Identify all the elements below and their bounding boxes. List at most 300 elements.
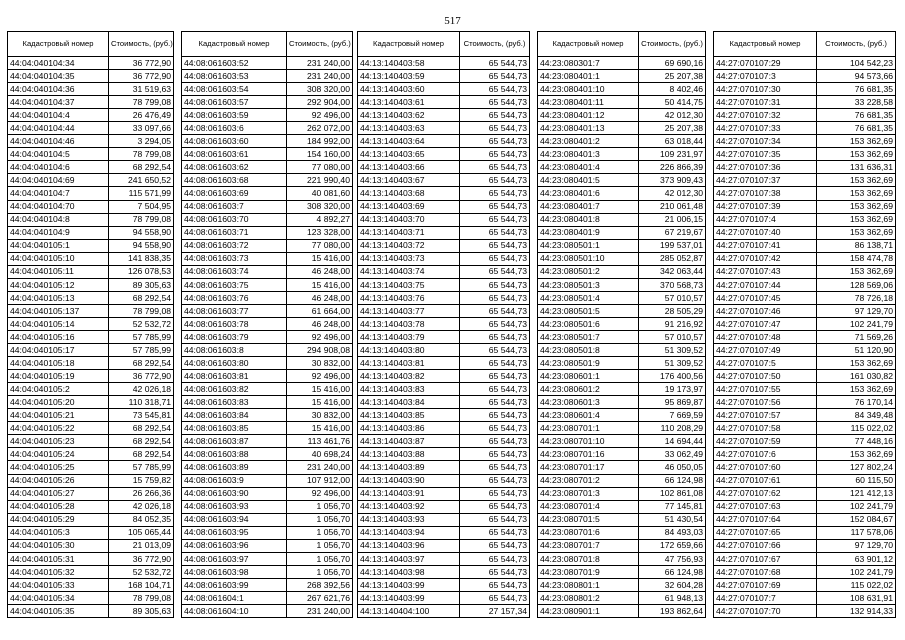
cadastral-number-cell: 44:08:061603:57 (182, 96, 287, 109)
cadastral-number-cell: 44:23:080401:13 (538, 122, 639, 135)
cadastral-number-cell: 44:13:140403:93 (358, 513, 460, 526)
header-cadastral-number: Кадастровый номер (714, 32, 817, 57)
cadastral-number-cell: 44:23:080401:12 (538, 109, 639, 122)
cadastral-number-cell: 44:04:040104:37 (8, 96, 109, 109)
cadastral-number-cell: 44:13:140403:91 (358, 487, 460, 500)
table-row (538, 526, 706, 539)
cadastral-number-cell: 44:04:040104:5 (8, 148, 109, 161)
table-row (714, 539, 896, 552)
table-row (8, 591, 174, 604)
table-row (358, 383, 530, 396)
table-row (182, 187, 353, 200)
table-row (8, 330, 174, 343)
cadastral-number-cell: 44:04:040105:33 (8, 578, 109, 591)
table-row (538, 70, 706, 83)
table-row (538, 174, 706, 187)
cost-cell: 7 669,59 (639, 409, 706, 422)
table-row (358, 370, 530, 383)
table-row (358, 161, 530, 174)
cadastral-number-cell: 44:13:140403:64 (358, 135, 460, 148)
cadastral-number-cell: 44:04:040105:20 (8, 396, 109, 409)
cost-cell: 33 097,66 (109, 122, 174, 135)
table-row (182, 278, 353, 291)
cost-cell: 92 496,00 (287, 370, 353, 383)
cost-cell: 78 799,08 (109, 96, 174, 109)
cadastral-number-cell: 44:08:061603:84 (182, 409, 287, 422)
cost-cell: 52 532,72 (109, 317, 174, 330)
cadastral-number-cell: 44:04:040104:35 (8, 70, 109, 83)
table-row (358, 96, 530, 109)
table-row (714, 213, 896, 226)
cost-cell: 78 799,08 (109, 213, 174, 226)
table-row (538, 565, 706, 578)
cost-cell: 25 207,38 (639, 122, 706, 135)
table-row (714, 96, 896, 109)
cadastral-number-cell: 44:04:040105:17 (8, 344, 109, 357)
table-row (714, 291, 896, 304)
table-row (182, 461, 353, 474)
cadastral-number-cell: 44:04:040105:23 (8, 435, 109, 448)
cadastral-number-cell: 44:08:061603:94 (182, 513, 287, 526)
cost-cell: 127 802,24 (817, 461, 896, 474)
cost-cell: 21 013,09 (109, 539, 174, 552)
cost-cell: 65 544,73 (460, 487, 530, 500)
cadastral-number-cell: 44:13:140403:86 (358, 422, 460, 435)
cost-cell: 46 248,00 (287, 291, 353, 304)
cadastral-number-cell: 44:04:040105:16 (8, 330, 109, 343)
cost-cell: 36 772,90 (109, 370, 174, 383)
cadastral-number-cell: 44:13:140403:97 (358, 552, 460, 565)
cadastral-number-cell: 44:13:140403:74 (358, 265, 460, 278)
cadastral-number-cell: 44:04:040105:13 (8, 291, 109, 304)
cadastral-number-cell: 44:13:140403:70 (358, 213, 460, 226)
cost-cell: 65 544,73 (460, 135, 530, 148)
cadastral-number-cell: 44:13:140403:63 (358, 122, 460, 135)
cadastral-number-cell: 44:23:080401:4 (538, 161, 639, 174)
table-row (182, 148, 353, 161)
cost-cell: 76 681,35 (817, 109, 896, 122)
cost-cell: 73 545,81 (109, 409, 174, 422)
table-row (538, 474, 706, 487)
cost-cell: 33 228,58 (817, 96, 896, 109)
cost-cell: 65 544,73 (460, 383, 530, 396)
table-row (182, 265, 353, 278)
cadastral-number-cell: 44:13:140403:66 (358, 161, 460, 174)
table-row (182, 513, 353, 526)
cadastral-number-cell: 44:04:040105:25 (8, 461, 109, 474)
cadastral-number-cell: 44:04:040105:29 (8, 513, 109, 526)
cost-cell: 221 990,40 (287, 174, 353, 187)
table-row (8, 344, 174, 357)
table-row (358, 70, 530, 83)
cost-cell: 65 544,73 (460, 291, 530, 304)
table-row (182, 161, 353, 174)
table-row (538, 96, 706, 109)
cadastral-number-cell: 44:04:040105:137 (8, 304, 109, 317)
cost-cell: 57 010,57 (639, 291, 706, 304)
table-header-row (538, 32, 706, 57)
table-row (714, 448, 896, 461)
table-row (182, 57, 353, 70)
cadastral-number-cell: 44:04:040105:22 (8, 422, 109, 435)
cost-cell: 231 240,00 (287, 461, 353, 474)
cost-cell: 153 362,69 (817, 148, 896, 161)
cadastral-number-cell: 44:23:080701:5 (538, 513, 639, 526)
cost-cell: 65 544,73 (460, 57, 530, 70)
cost-cell: 65 544,73 (460, 448, 530, 461)
cost-cell: 57 785,99 (109, 344, 174, 357)
table-row (358, 174, 530, 187)
table-row (8, 461, 174, 474)
table-row (538, 83, 706, 96)
cadastral-number-cell: 44:08:061603:70 (182, 213, 287, 226)
table-row (358, 435, 530, 448)
table-row (182, 422, 353, 435)
cadastral-number-cell: 44:04:040105:34 (8, 591, 109, 604)
table-row (714, 604, 896, 617)
cadastral-number-cell: 44:27:070107:45 (714, 291, 817, 304)
table-row (714, 513, 896, 526)
table-row (538, 148, 706, 161)
cost-cell: 66 124,98 (639, 474, 706, 487)
cost-cell: 141 838,35 (109, 252, 174, 265)
cost-cell: 65 544,73 (460, 461, 530, 474)
cadastral-number-cell: 44:08:061603:6 (182, 122, 287, 135)
cadastral-table-2 (181, 31, 353, 618)
table-row (714, 226, 896, 239)
cadastral-number-cell: 44:13:140403:72 (358, 239, 460, 252)
table-row (358, 422, 530, 435)
cost-cell: 121 412,13 (817, 487, 896, 500)
cadastral-number-cell: 44:13:140403:77 (358, 304, 460, 317)
cost-cell: 1 056,70 (287, 500, 353, 513)
cadastral-number-cell: 44:04:040104:44 (8, 122, 109, 135)
cadastral-number-cell: 44:23:080501:1 (538, 239, 639, 252)
table-row (538, 604, 706, 617)
cadastral-number-cell: 44:13:140403:76 (358, 291, 460, 304)
table-row (8, 148, 174, 161)
cost-cell: 65 544,73 (460, 304, 530, 317)
cost-cell: 46 248,00 (287, 317, 353, 330)
header-cost: Стоимость, (руб.) (460, 32, 530, 57)
cadastral-number-cell: 44:13:140403:67 (358, 174, 460, 187)
cadastral-number-cell: 44:27:070107:5 (714, 357, 817, 370)
cost-cell: 102 861,08 (639, 487, 706, 500)
cadastral-number-cell: 44:08:061603:93 (182, 500, 287, 513)
table-row (182, 291, 353, 304)
cost-cell: 65 544,73 (460, 213, 530, 226)
cadastral-number-cell: 44:08:061603:9 (182, 474, 287, 487)
cost-cell: 153 362,69 (817, 213, 896, 226)
cost-cell: 91 216,92 (639, 317, 706, 330)
table-row (538, 252, 706, 265)
cost-cell: 68 292,54 (109, 422, 174, 435)
cost-cell: 294 908,08 (287, 344, 353, 357)
table-row (358, 396, 530, 409)
cost-cell: 65 544,73 (460, 357, 530, 370)
cadastral-number-cell: 44:04:040104:69 (8, 174, 109, 187)
cadastral-number-cell: 44:13:140403:90 (358, 474, 460, 487)
table-row (358, 278, 530, 291)
cadastral-number-cell: 44:27:070107:65 (714, 526, 817, 539)
table-row (8, 239, 174, 252)
cost-cell: 152 084,67 (817, 513, 896, 526)
cadastral-number-cell: 44:27:070107:4 (714, 213, 817, 226)
cadastral-number-cell: 44:23:080601:4 (538, 409, 639, 422)
table-row (538, 278, 706, 291)
table-row (8, 174, 174, 187)
cadastral-number-cell: 44:23:080401:1 (538, 70, 639, 83)
cadastral-number-cell: 44:08:061603:71 (182, 226, 287, 239)
cost-cell: 241 650,52 (109, 174, 174, 187)
cost-cell: 77 448,16 (817, 435, 896, 448)
table-row (182, 200, 353, 213)
cost-cell: 308 320,00 (287, 200, 353, 213)
cost-cell: 51 309,52 (639, 357, 706, 370)
table-row (8, 409, 174, 422)
cadastral-number-cell: 44:13:140403:79 (358, 330, 460, 343)
table-row (714, 187, 896, 200)
cost-cell: 1 056,70 (287, 513, 353, 526)
cost-cell: 68 292,54 (109, 291, 174, 304)
cost-cell: 61 664,00 (287, 304, 353, 317)
cadastral-number-cell: 44:08:061603:8 (182, 344, 287, 357)
cadastral-table-5 (713, 31, 896, 618)
cadastral-number-cell: 44:13:140403:62 (358, 109, 460, 122)
cost-cell: 60 115,50 (817, 474, 896, 487)
cadastral-number-cell: 44:23:080401:3 (538, 148, 639, 161)
cadastral-number-cell: 44:08:061603:59 (182, 109, 287, 122)
cost-cell: 94 558,90 (109, 239, 174, 252)
table-row (8, 135, 174, 148)
cadastral-number-cell: 44:08:061603:68 (182, 174, 287, 187)
cost-cell: 57 785,99 (109, 330, 174, 343)
cadastral-number-cell: 44:04:040105:30 (8, 539, 109, 552)
table-row (8, 70, 174, 83)
cost-cell: 65 544,73 (460, 265, 530, 278)
cadastral-number-cell: 44:23:080901:1 (538, 604, 639, 617)
table-row (714, 148, 896, 161)
table-row (358, 552, 530, 565)
cadastral-number-cell: 44:08:061603:79 (182, 330, 287, 343)
cost-cell: 104 542,23 (817, 57, 896, 70)
cadastral-number-cell: 44:23:080701:1 (538, 422, 639, 435)
cost-cell: 42 026,18 (109, 500, 174, 513)
cadastral-number-cell: 44:27:070107:61 (714, 474, 817, 487)
cost-cell: 102 241,79 (817, 317, 896, 330)
cadastral-number-cell: 44:13:140403:88 (358, 448, 460, 461)
cost-cell: 78 799,08 (109, 304, 174, 317)
cadastral-number-cell: 44:13:140403:60 (358, 83, 460, 96)
table-row (714, 422, 896, 435)
table-row (8, 122, 174, 135)
table-row (358, 57, 530, 70)
cost-cell: 153 362,69 (817, 135, 896, 148)
table-row (358, 487, 530, 500)
table-row (538, 552, 706, 565)
table-row (538, 161, 706, 174)
cadastral-number-cell: 44:27:070107:48 (714, 330, 817, 343)
cadastral-number-cell: 44:13:140403:68 (358, 187, 460, 200)
table-row (358, 526, 530, 539)
table-row (8, 109, 174, 122)
table-row (182, 578, 353, 591)
cadastral-number-cell: 44:08:061603:76 (182, 291, 287, 304)
table-row (538, 448, 706, 461)
cost-cell: 47 756,93 (639, 552, 706, 565)
cost-cell: 78 799,08 (109, 591, 174, 604)
cadastral-number-cell: 44:04:040105:14 (8, 317, 109, 330)
table-row (358, 109, 530, 122)
table-row (358, 148, 530, 161)
cost-cell: 46 050,05 (639, 461, 706, 474)
cost-cell: 123 328,00 (287, 226, 353, 239)
cadastral-number-cell: 44:13:140403:71 (358, 226, 460, 239)
table-row (8, 435, 174, 448)
cadastral-number-cell: 44:13:140403:73 (358, 252, 460, 265)
cost-cell: 28 505,29 (639, 304, 706, 317)
table-row (182, 70, 353, 83)
table-row (538, 109, 706, 122)
header-cost: Стоимость, (руб.) (639, 32, 706, 57)
cost-cell: 176 400,56 (639, 370, 706, 383)
cost-cell: 52 532,72 (109, 565, 174, 578)
table-row (8, 539, 174, 552)
cost-cell: 132 914,33 (817, 604, 896, 617)
table-row (358, 291, 530, 304)
table-row (714, 565, 896, 578)
cost-cell: 15 759,82 (109, 474, 174, 487)
table-row (358, 200, 530, 213)
cost-cell: 102 241,79 (817, 565, 896, 578)
cadastral-number-cell: 44:13:140403:80 (358, 344, 460, 357)
table-row (182, 383, 353, 396)
cost-cell: 65 544,73 (460, 239, 530, 252)
cost-cell: 21 006,15 (639, 213, 706, 226)
cadastral-number-cell: 44:27:070107:66 (714, 539, 817, 552)
cadastral-number-cell: 44:04:040105:3 (8, 526, 109, 539)
cost-cell: 115 022,02 (817, 578, 896, 591)
cost-cell: 65 544,73 (460, 174, 530, 187)
cost-cell: 32 604,28 (639, 578, 706, 591)
header-cadastral-number: Кадастровый номер (538, 32, 639, 57)
table-row (538, 239, 706, 252)
table-row (182, 565, 353, 578)
table-row (8, 96, 174, 109)
cadastral-number-cell: 44:23:080701:7 (538, 539, 639, 552)
cadastral-number-cell: 44:08:061603:78 (182, 317, 287, 330)
table-header-row (714, 32, 896, 57)
table-row (358, 474, 530, 487)
table-row (182, 370, 353, 383)
cost-cell: 78 799,08 (109, 148, 174, 161)
table-row (358, 252, 530, 265)
cadastral-number-cell: 44:13:140403:98 (358, 565, 460, 578)
table-row (8, 526, 174, 539)
table-row (8, 578, 174, 591)
cost-cell: 65 544,73 (460, 148, 530, 161)
table-row (182, 344, 353, 357)
cost-cell: 65 544,73 (460, 591, 530, 604)
cost-cell: 65 544,73 (460, 500, 530, 513)
cadastral-number-cell: 44:04:040104:6 (8, 161, 109, 174)
cost-cell: 226 866,39 (639, 161, 706, 174)
cost-cell: 36 772,90 (109, 552, 174, 565)
cadastral-number-cell: 44:04:040105:10 (8, 252, 109, 265)
cost-cell: 153 362,69 (817, 357, 896, 370)
table-row (538, 435, 706, 448)
cadastral-number-cell: 44:23:080701:3 (538, 487, 639, 500)
cadastral-number-cell: 44:27:070107:44 (714, 278, 817, 291)
table-row (8, 83, 174, 96)
table-row (714, 409, 896, 422)
table-row (182, 304, 353, 317)
cost-cell: 158 474,78 (817, 252, 896, 265)
table-row (358, 539, 530, 552)
header-cost: Стоимость, (руб.) (287, 32, 353, 57)
cadastral-number-cell: 44:04:040105:21 (8, 409, 109, 422)
table-row (358, 187, 530, 200)
table-row (358, 604, 530, 617)
cadastral-number-cell: 44:08:061603:99 (182, 578, 287, 591)
cadastral-number-cell: 44:23:080401:10 (538, 83, 639, 96)
table-row (714, 357, 896, 370)
cadastral-number-cell: 44:27:070107:70 (714, 604, 817, 617)
cost-cell: 370 568,73 (639, 278, 706, 291)
table-row (8, 278, 174, 291)
cadastral-number-cell: 44:27:070107:7 (714, 591, 817, 604)
cadastral-number-cell: 44:13:140403:61 (358, 96, 460, 109)
cost-cell: 42 012,30 (639, 109, 706, 122)
cost-cell: 1 056,70 (287, 539, 353, 552)
table-row (182, 487, 353, 500)
cadastral-number-cell: 44:23:080501:10 (538, 252, 639, 265)
table-row (538, 591, 706, 604)
table-row (8, 357, 174, 370)
cost-cell: 51 430,54 (639, 513, 706, 526)
table-row (182, 591, 353, 604)
table-row (182, 213, 353, 226)
table-row (714, 435, 896, 448)
cadastral-number-cell: 44:27:070107:58 (714, 422, 817, 435)
cost-cell: 231 240,00 (287, 604, 353, 617)
cost-cell: 65 544,73 (460, 409, 530, 422)
cost-cell: 285 052,87 (639, 252, 706, 265)
table-row (358, 135, 530, 148)
cost-cell: 65 544,73 (460, 513, 530, 526)
cost-cell: 128 569,06 (817, 278, 896, 291)
table-row (538, 226, 706, 239)
cadastral-number-cell: 44:23:080501:2 (538, 265, 639, 278)
cadastral-number-cell: 44:23:080401:9 (538, 226, 639, 239)
cost-cell: 94 573,66 (817, 70, 896, 83)
table-row (8, 57, 174, 70)
cadastral-number-cell: 44:13:140403:83 (358, 383, 460, 396)
cadastral-number-cell: 44:08:061603:60 (182, 135, 287, 148)
cost-cell: 69 690,16 (639, 57, 706, 70)
table-row (8, 252, 174, 265)
cost-cell: 63 018,44 (639, 135, 706, 148)
cadastral-number-cell: 44:27:070107:38 (714, 187, 817, 200)
header-cost: Стоимость, (руб.) (817, 32, 896, 57)
cost-cell: 65 544,73 (460, 578, 530, 591)
cadastral-number-cell: 44:13:140403:96 (358, 539, 460, 552)
table-row (8, 291, 174, 304)
cost-cell: 50 414,75 (639, 96, 706, 109)
table-row (182, 135, 353, 148)
table-row (538, 461, 706, 474)
table-row (538, 135, 706, 148)
